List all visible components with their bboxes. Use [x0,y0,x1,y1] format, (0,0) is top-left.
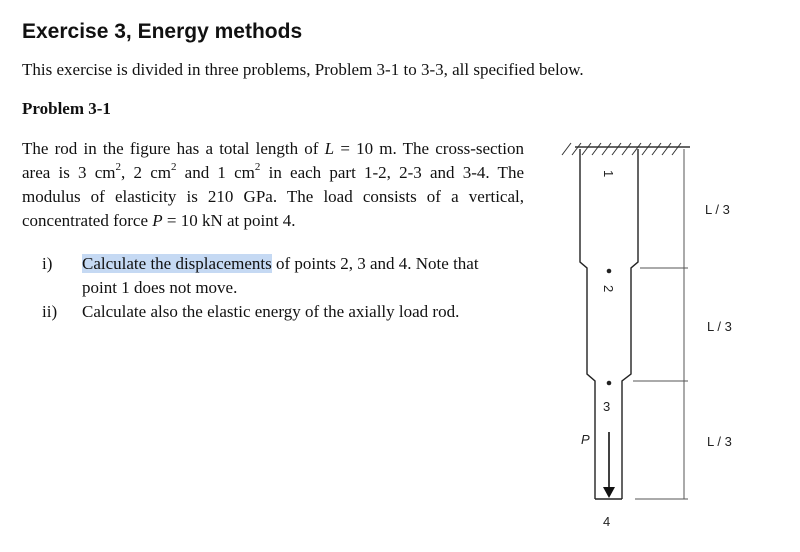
rod-outline-right [622,149,638,499]
highlighted-text[interactable]: Calculate the displacements [82,254,272,273]
task-number: ii) [42,302,58,321]
task-number: i) [42,254,53,273]
task-item-2: ii) Calculate also the elastic energy of the axially load rod. [42,300,479,324]
page-title: Exercise 3, Energy methods [22,20,303,43]
dimension-label-1: L / 3 [705,202,730,217]
point-label-4: 4 [603,514,611,529]
task-item-1: i) Calculate the displacements of points 2, 3 and 4. Note that point 1 does not move. [42,252,479,300]
description-line-3: modulus of elasticity is 210 GPa. The load consists of a vertical, [22,187,524,206]
ceiling-support [562,143,690,155]
point-3-marker [607,381,612,386]
point-2-marker [607,269,612,274]
task-item-1-line-2: point 1 does not move. [82,278,238,297]
load-arrow-head [603,487,615,498]
point-label-2: 2 [601,285,616,293]
point-label-1: 1 [601,170,616,178]
load-label: P [581,432,590,447]
description-line-1: The rod in the figure has a total length of L = 10 m. The cross-section [22,139,525,158]
dimension-label-3: L / 3 [707,434,732,449]
problem-title: Problem 3-1 [22,99,111,118]
description-line-2: area is 3 $cm^2$, 2 $cm^2$ and 1 $cm^2$ in each part 1-2, 2-3 and 3-4. The [22,161,524,182]
description-line-4: concentrated force P = 10 kN at point 4. [22,211,296,230]
intro-text: This exercise is divided in three problems, Problem 3-1 to 3-3, all specified below. [22,60,584,79]
dimension-label-2: L / 3 [707,319,732,334]
point-label-3: 3 [603,399,611,414]
